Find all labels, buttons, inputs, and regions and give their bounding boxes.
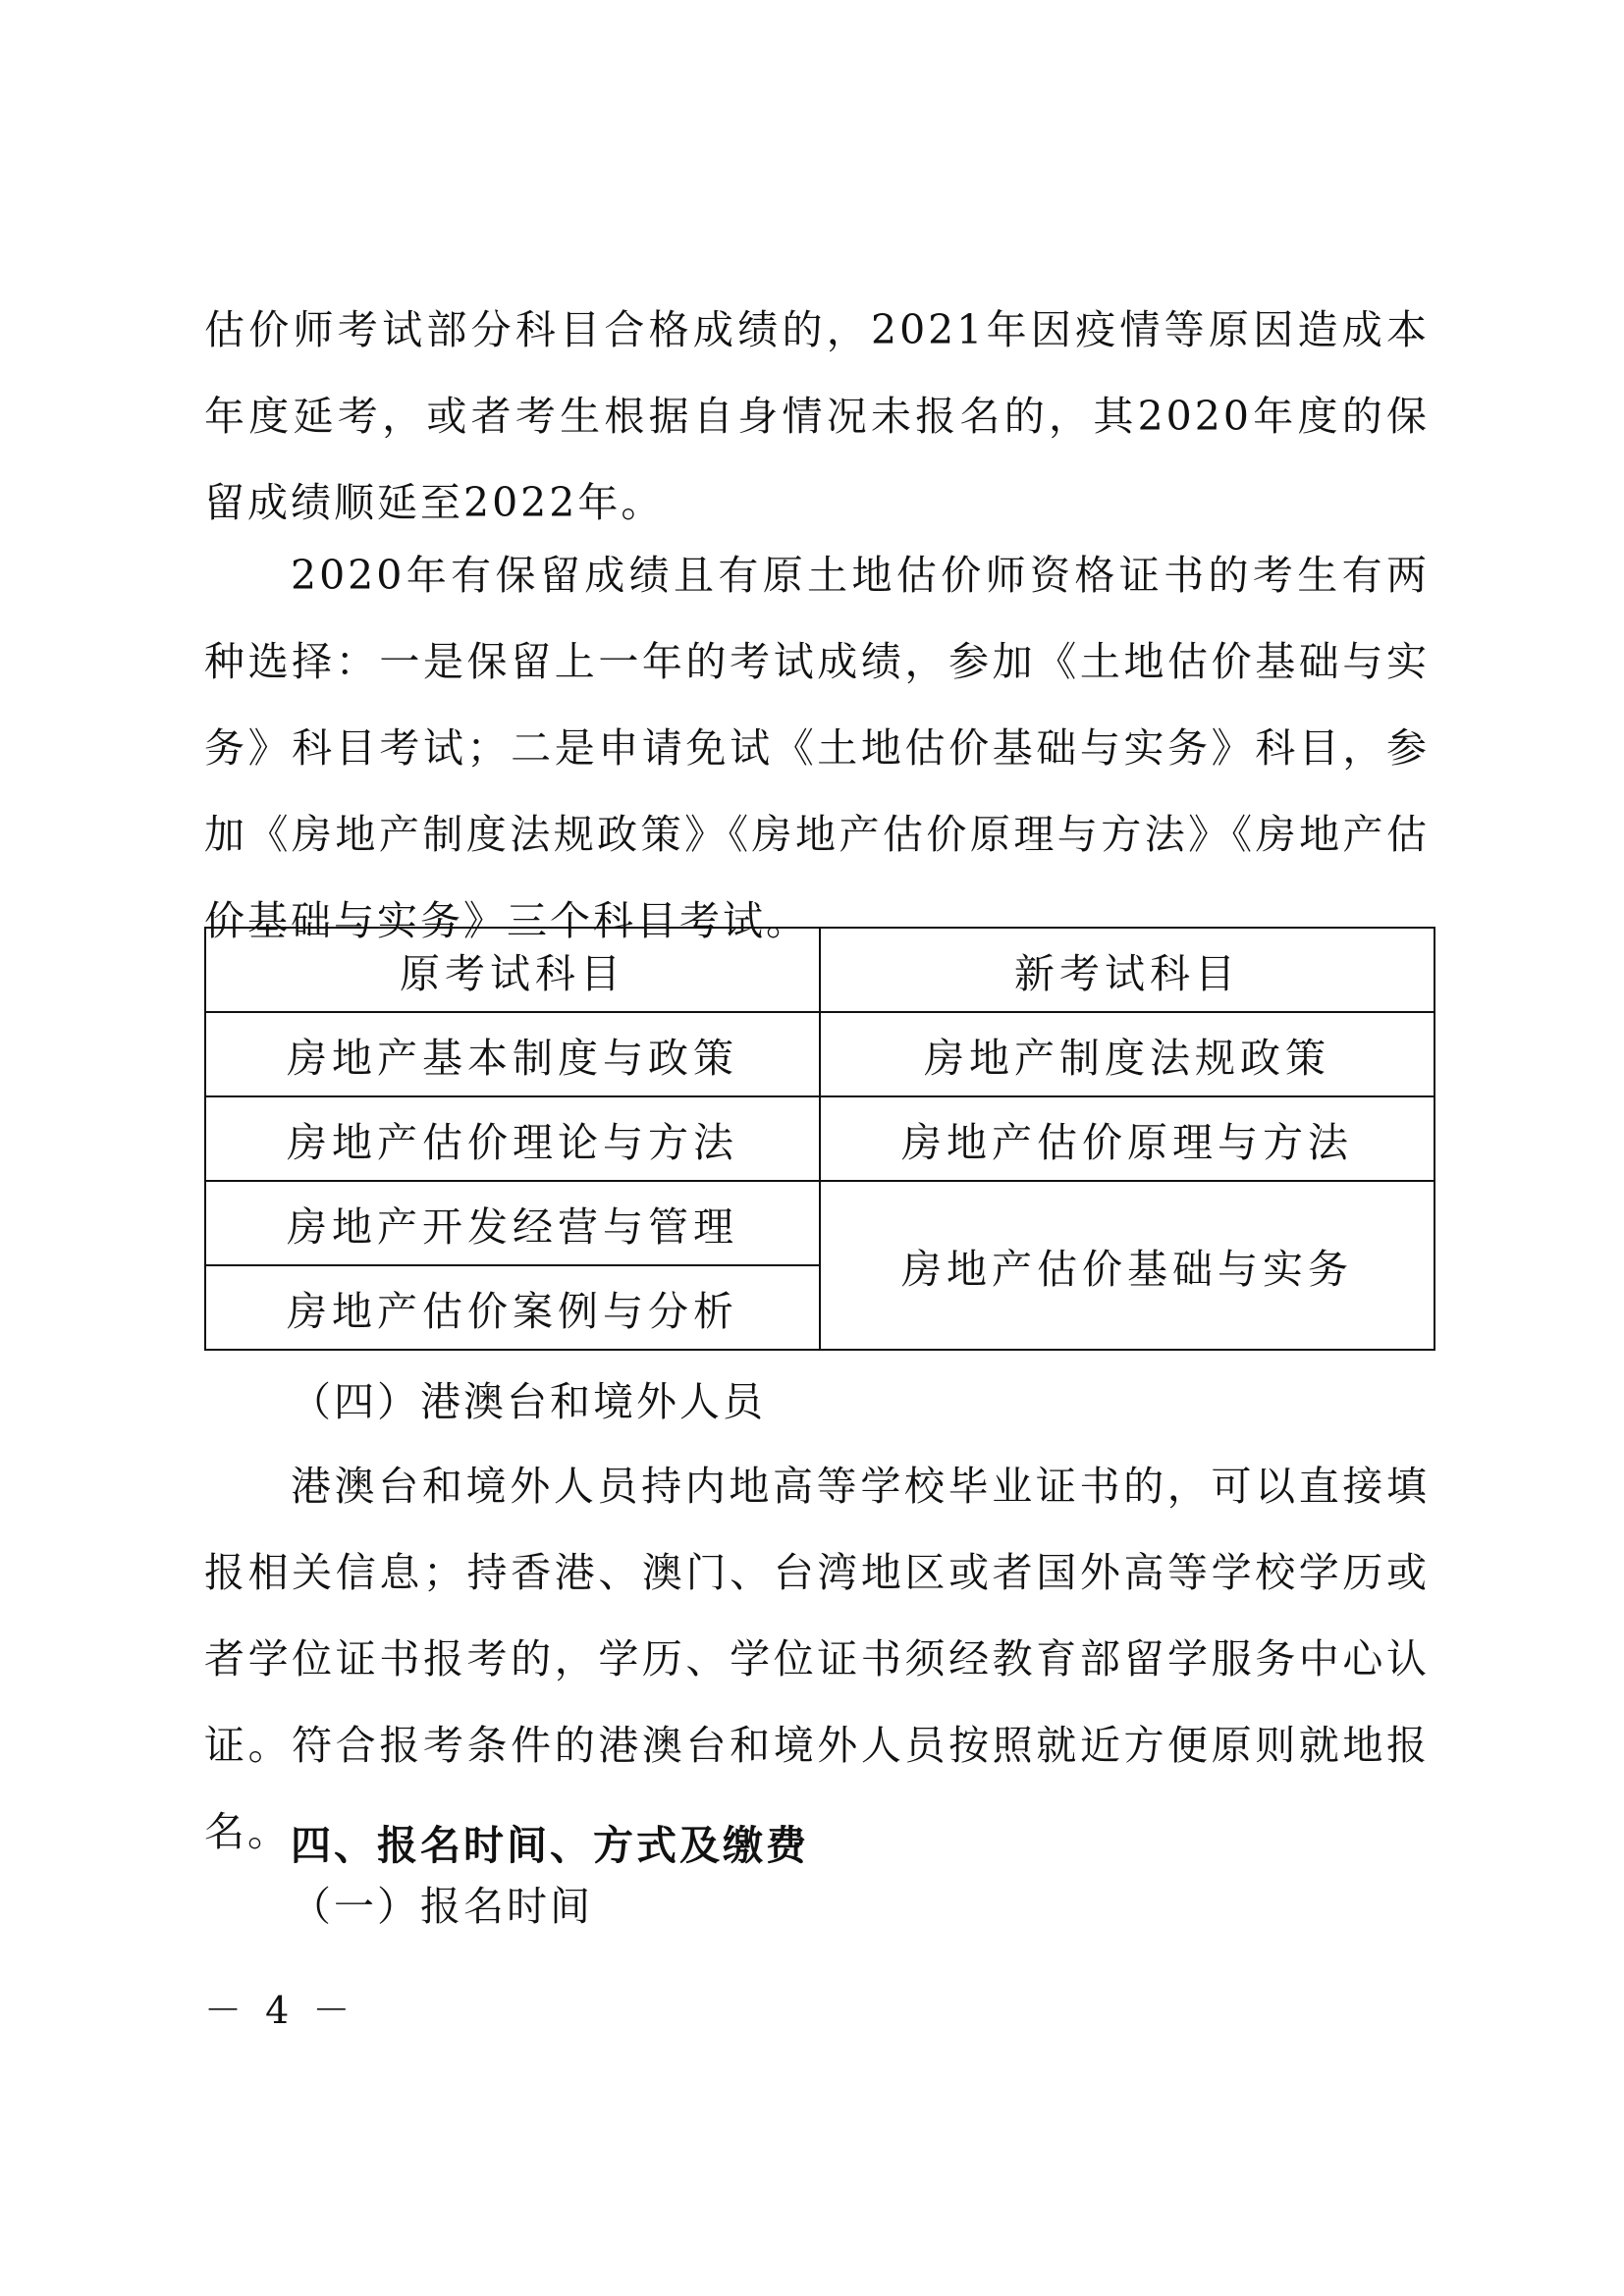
new-subject-cell: 房地产估价原理与方法 (820, 1096, 1435, 1181)
table-row (205, 1096, 1435, 1181)
subject-mapping-table (204, 927, 1435, 1351)
subheading-hk-macao-taiwan: （四）港澳台和境外人员 (291, 1378, 766, 1425)
new-subject-cell: 房地产制度法规政策 (820, 1012, 1435, 1096)
old-subject-cell: 房地产估价案例与分析 (205, 1265, 820, 1350)
old-subject-cell: 房地产基本制度与政策 (205, 1012, 820, 1096)
subheading-registration-time: （一）报名时间 (291, 1883, 593, 1930)
old-subject-cell: 房地产估价理论与方法 (205, 1096, 820, 1181)
page-number: － 4 － (204, 1989, 356, 2032)
paragraph-retained-scores: 估价师考试部分科目合格成绩的，2021年因疫情等原因造成本年度延考，或者考生根据自身情况未报名的，其2020年度的保留成绩顺延至2022年。 (204, 306, 1430, 526)
section-heading-registration: 四、报名时间、方式及缴费 (291, 1822, 809, 1869)
table-header-row (205, 928, 1435, 1012)
table-row (205, 1181, 1435, 1265)
table-row (205, 1012, 1435, 1096)
paragraph-land-appraiser-options: 2020年有保留成绩且有原土地估价师资格证书的考生有两种选择：一是保留上一年的考试成绩，参加《土地估价基础与实务》科目考试；二是申请免试《土地估价基础与实务》科目，参加《房地产制度法规政策》《房地产估价原理与方法》《房地产估价基础与实务》三个科目考试。 (204, 552, 1430, 944)
header-new-subjects: 新考试科目 (820, 928, 1435, 1012)
header-old-subjects: 原考试科目 (205, 928, 820, 1012)
paragraph-hk-macao-taiwan: 港澳台和境外人员持内地高等学校毕业证书的，可以直接填报相关信息；持香港、澳门、台湾地区或者国外高等学校学历或者学位证书报考的，学历、学位证书须经教育部留学服务中心认证。符合报考条件的港澳台和境外人员按照就近方便原则就地报名。 (204, 1463, 1430, 1855)
new-subject-cell-merged: 房地产估价基础与实务 (820, 1181, 1435, 1350)
old-subject-cell: 房地产开发经营与管理 (205, 1181, 820, 1265)
